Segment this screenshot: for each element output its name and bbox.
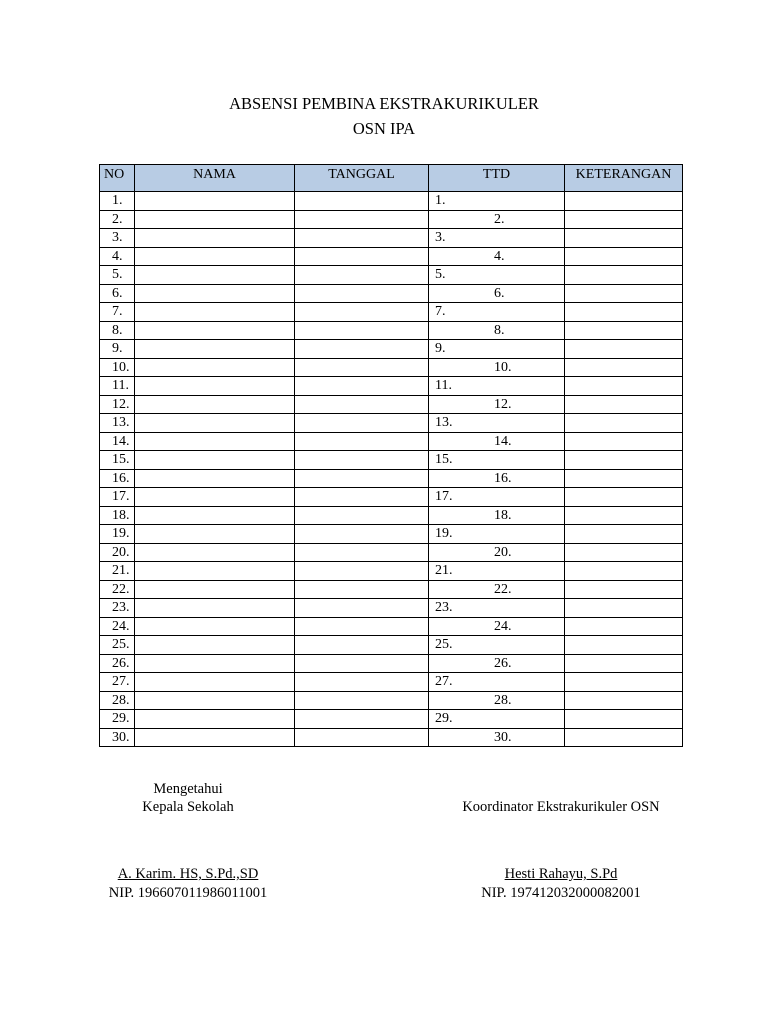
signature-left-nip: NIP. 196607011986011001 <box>108 885 268 901</box>
cell-nama <box>135 543 295 562</box>
cell-keterangan <box>565 303 683 322</box>
cell-nama <box>135 636 295 655</box>
cell-no: 28. <box>100 691 135 710</box>
cell-ttd: 24. <box>429 617 565 636</box>
header-ttd: TTD <box>429 165 565 192</box>
cell-nama <box>135 284 295 303</box>
cell-no: 30. <box>100 728 135 747</box>
cell-no: 19. <box>100 525 135 544</box>
cell-keterangan <box>565 562 683 581</box>
cell-tanggal <box>295 414 429 433</box>
cell-keterangan <box>565 284 683 303</box>
cell-tanggal <box>295 321 429 340</box>
cell-tanggal <box>295 728 429 747</box>
cell-no: 4. <box>100 247 135 266</box>
cell-ttd: 18. <box>429 506 565 525</box>
cell-nama <box>135 617 295 636</box>
cell-tanggal <box>295 710 429 729</box>
cell-no: 17. <box>100 488 135 507</box>
cell-keterangan <box>565 525 683 544</box>
cell-no: 22. <box>100 580 135 599</box>
cell-tanggal <box>295 599 429 618</box>
cell-nama <box>135 303 295 322</box>
table-row <box>100 691 683 710</box>
cell-keterangan <box>565 340 683 359</box>
cell-ttd: 7. <box>429 303 565 322</box>
cell-ttd: 23. <box>429 599 565 618</box>
cell-tanggal <box>295 358 429 377</box>
cell-keterangan <box>565 691 683 710</box>
cell-ttd: 16. <box>429 469 565 488</box>
table-row <box>100 673 683 692</box>
cell-no: 10. <box>100 358 135 377</box>
cell-keterangan <box>565 377 683 396</box>
table-row <box>100 636 683 655</box>
document-subtitle: OSN IPA <box>352 119 416 138</box>
cell-tanggal <box>295 303 429 322</box>
table-row <box>100 451 683 470</box>
cell-keterangan <box>565 210 683 229</box>
cell-tanggal <box>295 543 429 562</box>
table-row <box>100 654 683 673</box>
cell-keterangan <box>565 192 683 211</box>
table-row <box>100 210 683 229</box>
cell-nama <box>135 432 295 451</box>
cell-tanggal <box>295 229 429 248</box>
cell-tanggal <box>295 247 429 266</box>
cell-no: 1. <box>100 192 135 211</box>
cell-nama <box>135 673 295 692</box>
signature-right-name: Hesti Rahayu, S.Pd <box>504 866 618 882</box>
table-row <box>100 506 683 525</box>
cell-ttd: 13. <box>429 414 565 433</box>
cell-no: 26. <box>100 654 135 673</box>
cell-keterangan <box>565 358 683 377</box>
cell-keterangan <box>565 488 683 507</box>
cell-no: 27. <box>100 673 135 692</box>
signature-right-role: Koordinator Ekstrakurikuler OSN <box>462 799 660 815</box>
table-row <box>100 414 683 433</box>
table-row <box>100 617 683 636</box>
header-tanggal: TANGGAL <box>295 165 429 192</box>
cell-tanggal <box>295 506 429 525</box>
cell-ttd: 22. <box>429 580 565 599</box>
table-row <box>100 599 683 618</box>
cell-no: 2. <box>100 210 135 229</box>
cell-no: 18. <box>100 506 135 525</box>
cell-tanggal <box>295 210 429 229</box>
cell-nama <box>135 691 295 710</box>
cell-tanggal <box>295 469 429 488</box>
cell-ttd: 25. <box>429 636 565 655</box>
cell-tanggal <box>295 377 429 396</box>
signature-left-label: Mengetahui <box>153 781 223 797</box>
cell-keterangan <box>565 728 683 747</box>
cell-ttd: 1. <box>429 192 565 211</box>
cell-ttd: 2. <box>429 210 565 229</box>
cell-keterangan <box>565 414 683 433</box>
cell-keterangan <box>565 673 683 692</box>
cell-keterangan <box>565 617 683 636</box>
cell-keterangan <box>565 321 683 340</box>
cell-nama <box>135 395 295 414</box>
cell-no: 3. <box>100 229 135 248</box>
cell-no: 15. <box>100 451 135 470</box>
table-row <box>100 432 683 451</box>
cell-tanggal <box>295 562 429 581</box>
cell-keterangan <box>565 469 683 488</box>
cell-ttd: 11. <box>429 377 565 396</box>
table-row <box>100 377 683 396</box>
cell-nama <box>135 247 295 266</box>
cell-ttd: 27. <box>429 673 565 692</box>
cell-nama <box>135 580 295 599</box>
cell-nama <box>135 710 295 729</box>
header-no: NO <box>100 165 135 192</box>
cell-keterangan <box>565 580 683 599</box>
cell-no: 16. <box>100 469 135 488</box>
table-row <box>100 340 683 359</box>
cell-no: 6. <box>100 284 135 303</box>
cell-nama <box>135 506 295 525</box>
cell-no: 7. <box>100 303 135 322</box>
cell-ttd: 8. <box>429 321 565 340</box>
cell-nama <box>135 562 295 581</box>
cell-nama <box>135 377 295 396</box>
cell-nama <box>135 488 295 507</box>
cell-no: 13. <box>100 414 135 433</box>
header-keterangan: KETERANGAN <box>565 165 683 192</box>
table-row <box>100 525 683 544</box>
cell-keterangan <box>565 636 683 655</box>
cell-ttd: 30. <box>429 728 565 747</box>
cell-keterangan <box>565 654 683 673</box>
attendance-table <box>99 164 683 747</box>
header-nama: NAMA <box>135 165 295 192</box>
cell-keterangan <box>565 543 683 562</box>
cell-ttd: 9. <box>429 340 565 359</box>
cell-ttd: 6. <box>429 284 565 303</box>
cell-ttd: 20. <box>429 543 565 562</box>
cell-nama <box>135 654 295 673</box>
cell-no: 20. <box>100 543 135 562</box>
cell-no: 11. <box>100 377 135 396</box>
table-row <box>100 562 683 581</box>
cell-tanggal <box>295 525 429 544</box>
signature-left-role: Kepala Sekolah <box>142 799 234 815</box>
table-row <box>100 728 683 747</box>
cell-nama <box>135 414 295 433</box>
cell-keterangan <box>565 451 683 470</box>
cell-nama <box>135 340 295 359</box>
cell-no: 8. <box>100 321 135 340</box>
table-row <box>100 710 683 729</box>
table-row <box>100 303 683 322</box>
table-row <box>100 488 683 507</box>
cell-ttd: 19. <box>429 525 565 544</box>
cell-nama <box>135 229 295 248</box>
cell-tanggal <box>295 340 429 359</box>
cell-nama <box>135 358 295 377</box>
cell-ttd: 4. <box>429 247 565 266</box>
cell-nama <box>135 192 295 211</box>
cell-tanggal <box>295 284 429 303</box>
cell-ttd: 3. <box>429 229 565 248</box>
cell-tanggal <box>295 266 429 285</box>
table-body <box>100 192 683 747</box>
cell-tanggal <box>295 580 429 599</box>
signature-left-name: A. Karim. HS, S.Pd.,SD <box>117 866 259 882</box>
cell-keterangan <box>565 395 683 414</box>
cell-nama <box>135 210 295 229</box>
cell-no: 12. <box>100 395 135 414</box>
cell-tanggal <box>295 192 429 211</box>
table-row <box>100 358 683 377</box>
cell-tanggal <box>295 451 429 470</box>
cell-tanggal <box>295 636 429 655</box>
table-row <box>100 192 683 211</box>
table-row <box>100 247 683 266</box>
cell-keterangan <box>565 247 683 266</box>
table-header-row <box>100 165 683 192</box>
cell-tanggal <box>295 432 429 451</box>
cell-ttd: 12. <box>429 395 565 414</box>
cell-keterangan <box>565 710 683 729</box>
cell-keterangan <box>565 506 683 525</box>
cell-ttd: 17. <box>429 488 565 507</box>
cell-tanggal <box>295 673 429 692</box>
cell-ttd: 15. <box>429 451 565 470</box>
cell-ttd: 14. <box>429 432 565 451</box>
cell-no: 25. <box>100 636 135 655</box>
cell-nama <box>135 321 295 340</box>
document-title: ABSENSI PEMBINA EKSTRAKURIKULER <box>229 94 539 113</box>
cell-ttd: 28. <box>429 691 565 710</box>
cell-tanggal <box>295 395 429 414</box>
cell-tanggal <box>295 488 429 507</box>
cell-nama <box>135 266 295 285</box>
cell-keterangan <box>565 229 683 248</box>
table-row <box>100 395 683 414</box>
table-row <box>100 229 683 248</box>
cell-keterangan <box>565 266 683 285</box>
cell-no: 14. <box>100 432 135 451</box>
cell-ttd: 29. <box>429 710 565 729</box>
cell-no: 23. <box>100 599 135 618</box>
table-row <box>100 469 683 488</box>
table-row <box>100 580 683 599</box>
table-row <box>100 266 683 285</box>
cell-ttd: 21. <box>429 562 565 581</box>
cell-nama <box>135 599 295 618</box>
cell-no: 24. <box>100 617 135 636</box>
cell-tanggal <box>295 617 429 636</box>
cell-nama <box>135 728 295 747</box>
cell-keterangan <box>565 599 683 618</box>
cell-no: 5. <box>100 266 135 285</box>
cell-keterangan <box>565 432 683 451</box>
signature-right-nip: NIP. 197412032000082001 <box>481 885 641 901</box>
cell-nama <box>135 469 295 488</box>
cell-ttd: 5. <box>429 266 565 285</box>
table-row <box>100 284 683 303</box>
cell-tanggal <box>295 654 429 673</box>
cell-ttd: 26. <box>429 654 565 673</box>
cell-ttd: 10. <box>429 358 565 377</box>
cell-nama <box>135 525 295 544</box>
table-row <box>100 321 683 340</box>
cell-tanggal <box>295 691 429 710</box>
cell-no: 9. <box>100 340 135 359</box>
cell-nama <box>135 451 295 470</box>
cell-no: 29. <box>100 710 135 729</box>
cell-no: 21. <box>100 562 135 581</box>
table-row <box>100 543 683 562</box>
